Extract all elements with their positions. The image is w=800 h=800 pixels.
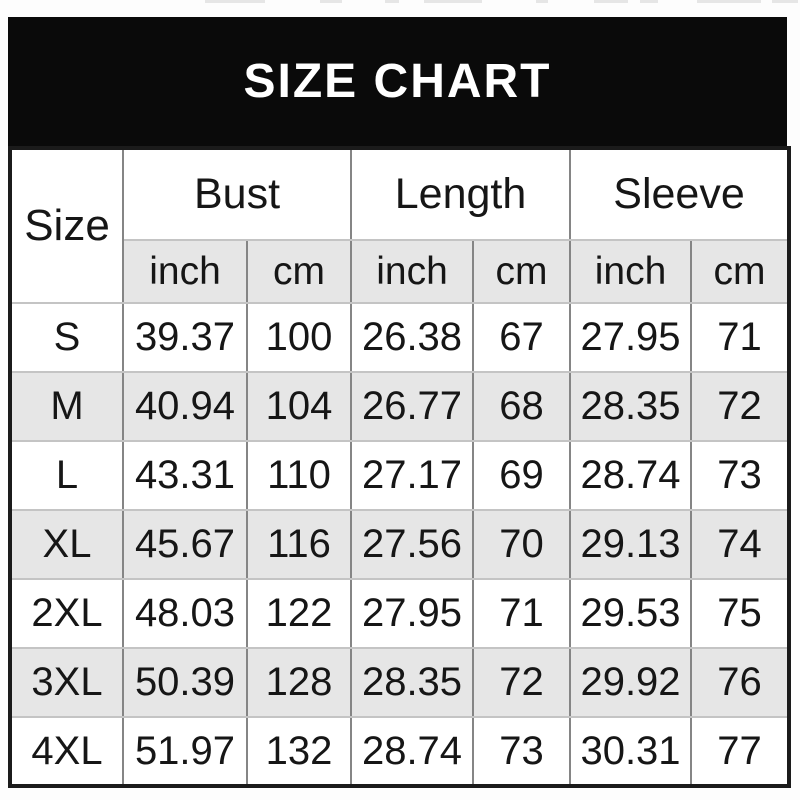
value-cell: 29.53 — [570, 579, 691, 648]
size-cell: 2XL — [10, 579, 123, 648]
top-crop-artifact — [320, 0, 342, 3]
column-header-bust: Bust — [123, 148, 351, 240]
value-cell: 71 — [473, 579, 570, 648]
value-cell: 73 — [473, 717, 570, 786]
table-row — [10, 648, 789, 717]
value-cell: 40.94 — [123, 372, 247, 441]
value-cell: 68 — [473, 372, 570, 441]
column-header-sleeve: Sleeve — [570, 148, 789, 240]
top-crop-artifact — [424, 0, 482, 3]
value-cell: 67 — [473, 303, 570, 372]
value-cell: 27.17 — [351, 441, 473, 510]
unit-header-bust-cm: cm — [247, 240, 351, 303]
value-cell: 100 — [247, 303, 351, 372]
table-row — [10, 579, 789, 648]
value-cell: 71 — [691, 303, 789, 372]
header-unit-row — [10, 240, 789, 303]
value-cell: 51.97 — [123, 717, 247, 786]
unit-header-sleeve-cm: cm — [691, 240, 789, 303]
table-row — [10, 372, 789, 441]
value-cell: 27.95 — [570, 303, 691, 372]
value-cell: 39.37 — [123, 303, 247, 372]
unit-header-length-inch: inch — [351, 240, 473, 303]
table-row — [10, 303, 789, 372]
unit-header-bust-inch: inch — [123, 240, 247, 303]
size-cell: 4XL — [10, 717, 123, 786]
value-cell: 128 — [247, 648, 351, 717]
value-cell: 72 — [473, 648, 570, 717]
value-cell: 110 — [247, 441, 351, 510]
value-cell: 76 — [691, 648, 789, 717]
value-cell: 122 — [247, 579, 351, 648]
value-cell: 29.13 — [570, 510, 691, 579]
value-cell: 28.35 — [351, 648, 473, 717]
size-cell: L — [10, 441, 123, 510]
page-title: SIZE CHART — [243, 55, 552, 108]
value-cell: 26.38 — [351, 303, 473, 372]
table-row — [10, 510, 789, 579]
value-cell: 73 — [691, 441, 789, 510]
unit-header-sleeve-inch: inch — [570, 240, 691, 303]
size-cell: S — [10, 303, 123, 372]
column-header-length: Length — [351, 148, 570, 240]
top-crop-artifact — [697, 0, 761, 3]
value-cell: 45.67 — [123, 510, 247, 579]
value-cell: 27.56 — [351, 510, 473, 579]
unit-header-length-cm: cm — [473, 240, 570, 303]
size-cell: M — [10, 372, 123, 441]
top-crop-artifact — [640, 0, 658, 3]
value-cell: 28.74 — [570, 441, 691, 510]
value-cell: 72 — [691, 372, 789, 441]
value-cell: 26.77 — [351, 372, 473, 441]
value-cell: 28.35 — [570, 372, 691, 441]
value-cell: 70 — [473, 510, 570, 579]
value-cell: 28.74 — [351, 717, 473, 786]
value-cell: 43.31 — [123, 441, 247, 510]
top-crop-artifact — [205, 0, 265, 3]
table-row — [10, 441, 789, 510]
value-cell: 104 — [247, 372, 351, 441]
value-cell: 30.31 — [570, 717, 691, 786]
value-cell: 132 — [247, 717, 351, 786]
value-cell: 116 — [247, 510, 351, 579]
value-cell: 50.39 — [123, 648, 247, 717]
value-cell: 29.92 — [570, 648, 691, 717]
value-cell: 69 — [473, 441, 570, 510]
table-row — [10, 717, 789, 786]
column-header-size: Size — [10, 148, 123, 303]
value-cell: 48.03 — [123, 579, 247, 648]
top-crop-artifact — [594, 0, 628, 3]
top-crop-artifact — [385, 0, 399, 3]
value-cell: 27.95 — [351, 579, 473, 648]
size-cell: XL — [10, 510, 123, 579]
table-body — [10, 303, 789, 786]
value-cell: 77 — [691, 717, 789, 786]
top-crop-artifact — [536, 0, 548, 3]
top-crop-artifact — [772, 0, 798, 3]
header-group-row — [10, 148, 789, 240]
size-chart-table — [8, 146, 791, 788]
title-banner — [8, 17, 787, 146]
value-cell: 74 — [691, 510, 789, 579]
size-cell: 3XL — [10, 648, 123, 717]
value-cell: 75 — [691, 579, 789, 648]
